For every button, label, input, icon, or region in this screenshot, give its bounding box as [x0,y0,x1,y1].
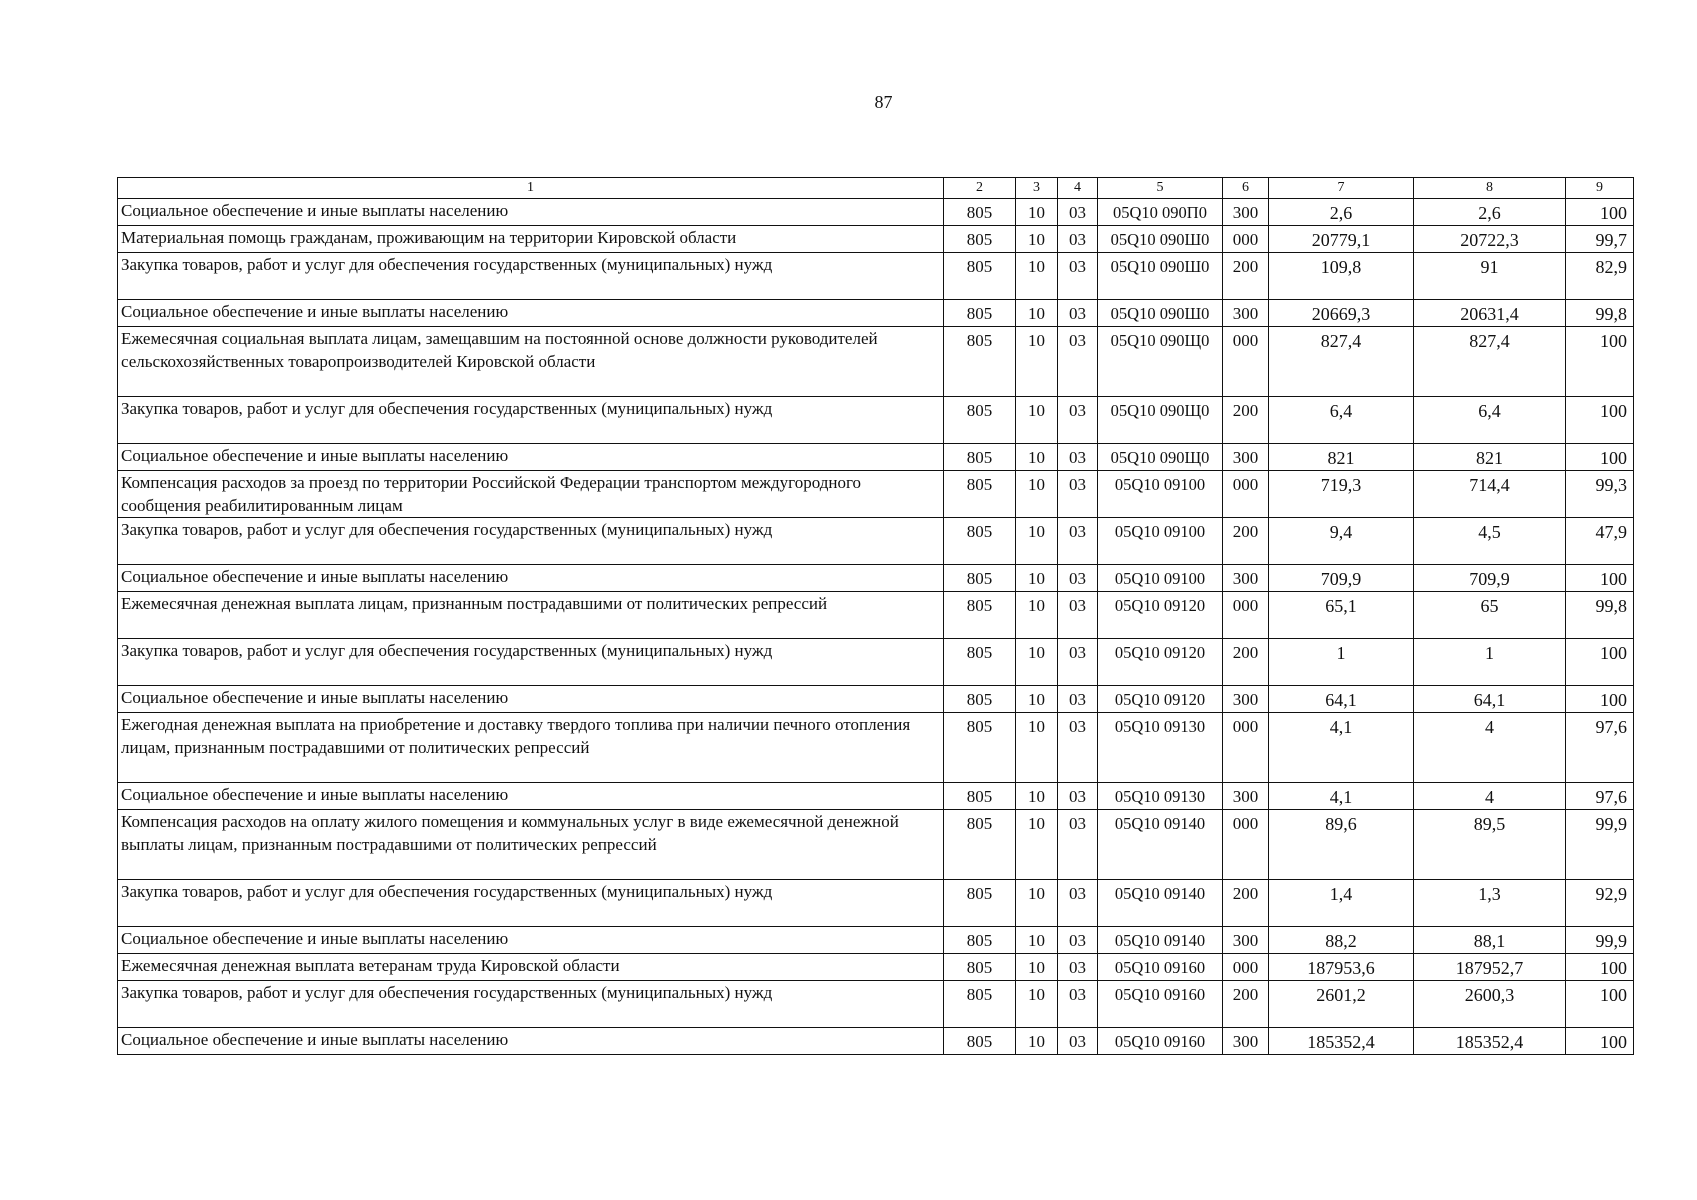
ministry-code: 805 [944,199,1016,226]
execution-percent: 100 [1566,565,1634,592]
execution-percent: 92,9 [1566,880,1634,927]
target-article-code: 05Q10 09130 [1098,783,1223,810]
section-code: 10 [1016,300,1058,327]
table-row [118,1028,1634,1055]
ministry-code: 805 [944,397,1016,444]
expense-type-code: 300 [1223,444,1269,471]
expense-name: Социальное обеспечение и иные выплаты населению [118,1028,944,1055]
target-article-code: 05Q10 090П0 [1098,199,1223,226]
page-number: 87 [874,92,893,112]
expense-name: Ежегодная денежная выплата на приобретение и доставку твердого топлива при наличии печного отопления лицам, признанным пострадавшими от политических репрессий [118,713,944,783]
ministry-code: 805 [944,954,1016,981]
subsection-code: 03 [1058,518,1098,565]
column-header: 1 [118,178,944,199]
section-code: 10 [1016,592,1058,639]
actual-amount: 185352,4 [1414,1028,1566,1055]
target-article-code: 05Q10 09160 [1098,954,1223,981]
planned-amount: 88,2 [1269,927,1414,954]
planned-amount: 709,9 [1269,565,1414,592]
execution-percent: 82,9 [1566,253,1634,300]
execution-percent: 99,8 [1566,592,1634,639]
expense-name: Закупка товаров, работ и услуг для обеспечения государственных (муниципальных) нужд [118,639,944,686]
expense-name: Социальное обеспечение и иные выплаты населению [118,565,944,592]
section-code: 10 [1016,927,1058,954]
execution-percent: 97,6 [1566,783,1634,810]
expense-name: Социальное обеспечение и иные выплаты населению [118,686,944,713]
expense-name: Социальное обеспечение и иные выплаты населению [118,444,944,471]
planned-amount: 821 [1269,444,1414,471]
subsection-code: 03 [1058,810,1098,880]
ministry-code: 805 [944,639,1016,686]
expense-type-code: 000 [1223,327,1269,397]
target-article-code: 05Q10 090Ш0 [1098,300,1223,327]
expense-type-code: 200 [1223,981,1269,1028]
ministry-code: 805 [944,253,1016,300]
actual-amount: 1,3 [1414,880,1566,927]
section-code: 10 [1016,810,1058,880]
planned-amount: 89,6 [1269,810,1414,880]
expense-name: Компенсация расходов за проезд по территории Российской Федерации транспортом междугородного сообщения реабилитированным лицам [118,471,944,518]
target-article-code: 05Q10 09120 [1098,592,1223,639]
planned-amount: 185352,4 [1269,1028,1414,1055]
planned-amount: 1 [1269,639,1414,686]
table-row [118,300,1634,327]
execution-percent: 100 [1566,686,1634,713]
expense-type-code: 300 [1223,300,1269,327]
table-row [118,639,1634,686]
table-row [118,518,1634,565]
planned-amount: 187953,6 [1269,954,1414,981]
execution-percent: 100 [1566,954,1634,981]
section-code: 10 [1016,199,1058,226]
subsection-code: 03 [1058,1028,1098,1055]
planned-amount: 719,3 [1269,471,1414,518]
column-header: 6 [1223,178,1269,199]
expense-type-code: 200 [1223,397,1269,444]
header-row [118,178,1634,199]
expense-type-code: 000 [1223,592,1269,639]
table-row [118,327,1634,397]
expense-name: Социальное обеспечение и иные выплаты населению [118,783,944,810]
expense-name: Ежемесячная денежная выплата ветеранам труда Кировской области [118,954,944,981]
section-code: 10 [1016,327,1058,397]
subsection-code: 03 [1058,444,1098,471]
subsection-code: 03 [1058,226,1098,253]
subsection-code: 03 [1058,686,1098,713]
section-code: 10 [1016,686,1058,713]
budget-table [117,177,1634,1055]
ministry-code: 805 [944,226,1016,253]
ministry-code: 805 [944,300,1016,327]
actual-amount: 91 [1414,253,1566,300]
subsection-code: 03 [1058,300,1098,327]
actual-amount: 2,6 [1414,199,1566,226]
expense-name: Закупка товаров, работ и услуг для обеспечения государственных (муниципальных) нужд [118,253,944,300]
actual-amount: 64,1 [1414,686,1566,713]
target-article-code: 05Q10 09130 [1098,713,1223,783]
expense-type-code: 200 [1223,518,1269,565]
actual-amount: 88,1 [1414,927,1566,954]
ministry-code: 805 [944,783,1016,810]
ministry-code: 805 [944,471,1016,518]
target-article-code: 05Q10 090Ш0 [1098,226,1223,253]
expense-type-code: 200 [1223,639,1269,686]
subsection-code: 03 [1058,253,1098,300]
ministry-code: 805 [944,444,1016,471]
table-row [118,253,1634,300]
expense-type-code: 000 [1223,713,1269,783]
target-article-code: 05Q10 09140 [1098,880,1223,927]
table-row [118,713,1634,783]
planned-amount: 6,4 [1269,397,1414,444]
subsection-code: 03 [1058,471,1098,518]
table-row [118,880,1634,927]
planned-amount: 65,1 [1269,592,1414,639]
column-header: 4 [1058,178,1098,199]
expense-name: Закупка товаров, работ и услуг для обеспечения государственных (муниципальных) нужд [118,981,944,1028]
expense-name: Закупка товаров, работ и услуг для обеспечения государственных (муниципальных) нужд [118,397,944,444]
execution-percent: 100 [1566,397,1634,444]
expense-type-code: 300 [1223,686,1269,713]
subsection-code: 03 [1058,783,1098,810]
section-code: 10 [1016,880,1058,927]
planned-amount: 827,4 [1269,327,1414,397]
expense-name: Закупка товаров, работ и услуг для обеспечения государственных (муниципальных) нужд [118,880,944,927]
section-code: 10 [1016,397,1058,444]
execution-percent: 100 [1566,981,1634,1028]
execution-percent: 47,9 [1566,518,1634,565]
subsection-code: 03 [1058,592,1098,639]
table-row [118,592,1634,639]
execution-percent: 99,9 [1566,810,1634,880]
section-code: 10 [1016,226,1058,253]
table-row [118,199,1634,226]
actual-amount: 89,5 [1414,810,1566,880]
actual-amount: 821 [1414,444,1566,471]
execution-percent: 100 [1566,199,1634,226]
table-row [118,397,1634,444]
section-code: 10 [1016,518,1058,565]
planned-amount: 1,4 [1269,880,1414,927]
target-article-code: 05Q10 09100 [1098,471,1223,518]
actual-amount: 6,4 [1414,397,1566,444]
expense-type-code: 200 [1223,880,1269,927]
expense-name: Ежемесячная денежная выплата лицам, признанным пострадавшими от политических репрессий [118,592,944,639]
expense-name: Социальное обеспечение и иные выплаты населению [118,300,944,327]
planned-amount: 20669,3 [1269,300,1414,327]
subsection-code: 03 [1058,713,1098,783]
actual-amount: 4,5 [1414,518,1566,565]
table-row [118,954,1634,981]
target-article-code: 05Q10 090Щ0 [1098,327,1223,397]
ministry-code: 805 [944,327,1016,397]
table-row [118,565,1634,592]
actual-amount: 65 [1414,592,1566,639]
actual-amount: 20631,4 [1414,300,1566,327]
expense-type-code: 300 [1223,565,1269,592]
target-article-code: 05Q10 09160 [1098,1028,1223,1055]
table-row [118,810,1634,880]
expense-type-code: 000 [1223,954,1269,981]
actual-amount: 1 [1414,639,1566,686]
expense-name: Закупка товаров, работ и услуг для обеспечения государственных (муниципальных) нужд [118,518,944,565]
expense-type-code: 000 [1223,226,1269,253]
column-header: 9 [1566,178,1634,199]
expense-type-code: 000 [1223,810,1269,880]
table-row [118,471,1634,518]
execution-percent: 99,8 [1566,300,1634,327]
expense-type-code: 300 [1223,783,1269,810]
subsection-code: 03 [1058,880,1098,927]
column-header: 2 [944,178,1016,199]
ministry-code: 805 [944,565,1016,592]
planned-amount: 109,8 [1269,253,1414,300]
planned-amount: 4,1 [1269,783,1414,810]
actual-amount: 709,9 [1414,565,1566,592]
subsection-code: 03 [1058,397,1098,444]
execution-percent: 97,6 [1566,713,1634,783]
expense-type-code: 300 [1223,199,1269,226]
planned-amount: 20779,1 [1269,226,1414,253]
expense-name: Ежемесячная социальная выплата лицам, замещавшим на постоянной основе должности руководителей сельскохозяйственных товаропроизводителей Кировской области [118,327,944,397]
actual-amount: 827,4 [1414,327,1566,397]
ministry-code: 805 [944,518,1016,565]
table-row [118,783,1634,810]
table-row [118,927,1634,954]
ministry-code: 805 [944,713,1016,783]
expense-name: Социальное обеспечение и иные выплаты населению [118,927,944,954]
actual-amount: 714,4 [1414,471,1566,518]
section-code: 10 [1016,981,1058,1028]
target-article-code: 05Q10 09100 [1098,518,1223,565]
target-article-code: 05Q10 090Ш0 [1098,253,1223,300]
ministry-code: 805 [944,880,1016,927]
section-code: 10 [1016,713,1058,783]
expense-name: Компенсация расходов на оплату жилого помещения и коммунальных услуг в виде ежемесячной денежной выплаты лицам, признанным пострадавшими от политических репрессий [118,810,944,880]
planned-amount: 4,1 [1269,713,1414,783]
expense-type-code: 200 [1223,253,1269,300]
expense-name: Социальное обеспечение и иные выплаты населению [118,199,944,226]
ministry-code: 805 [944,810,1016,880]
column-header: 3 [1016,178,1058,199]
section-code: 10 [1016,444,1058,471]
expense-type-code: 000 [1223,471,1269,518]
actual-amount: 20722,3 [1414,226,1566,253]
table-row [118,686,1634,713]
target-article-code: 05Q10 09120 [1098,686,1223,713]
execution-percent: 99,9 [1566,927,1634,954]
execution-percent: 99,3 [1566,471,1634,518]
expense-name: Материальная помощь гражданам, проживающим на территории Кировской области [118,226,944,253]
ministry-code: 805 [944,981,1016,1028]
execution-percent: 100 [1566,444,1634,471]
subsection-code: 03 [1058,927,1098,954]
planned-amount: 64,1 [1269,686,1414,713]
target-article-code: 05Q10 09160 [1098,981,1223,1028]
planned-amount: 2601,2 [1269,981,1414,1028]
subsection-code: 03 [1058,954,1098,981]
column-header: 7 [1269,178,1414,199]
subsection-code: 03 [1058,639,1098,686]
ministry-code: 805 [944,927,1016,954]
section-code: 10 [1016,954,1058,981]
target-article-code: 05Q10 09140 [1098,927,1223,954]
execution-percent: 100 [1566,639,1634,686]
section-code: 10 [1016,471,1058,518]
section-code: 10 [1016,639,1058,686]
actual-amount: 4 [1414,713,1566,783]
target-article-code: 05Q10 09100 [1098,565,1223,592]
subsection-code: 03 [1058,199,1098,226]
actual-amount: 187952,7 [1414,954,1566,981]
subsection-code: 03 [1058,565,1098,592]
planned-amount: 2,6 [1269,199,1414,226]
table-row [118,981,1634,1028]
section-code: 10 [1016,565,1058,592]
ministry-code: 805 [944,1028,1016,1055]
actual-amount: 2600,3 [1414,981,1566,1028]
section-code: 10 [1016,1028,1058,1055]
column-header: 5 [1098,178,1223,199]
ministry-code: 805 [944,592,1016,639]
target-article-code: 05Q10 090Щ0 [1098,444,1223,471]
target-article-code: 05Q10 09120 [1098,639,1223,686]
expense-type-code: 300 [1223,1028,1269,1055]
actual-amount: 4 [1414,783,1566,810]
subsection-code: 03 [1058,327,1098,397]
section-code: 10 [1016,783,1058,810]
section-code: 10 [1016,253,1058,300]
planned-amount: 9,4 [1269,518,1414,565]
column-header: 8 [1414,178,1566,199]
ministry-code: 805 [944,686,1016,713]
execution-percent: 100 [1566,327,1634,397]
subsection-code: 03 [1058,981,1098,1028]
execution-percent: 99,7 [1566,226,1634,253]
target-article-code: 05Q10 09140 [1098,810,1223,880]
execution-percent: 100 [1566,1028,1634,1055]
table-row [118,444,1634,471]
expense-type-code: 300 [1223,927,1269,954]
table-row [118,226,1634,253]
target-article-code: 05Q10 090Щ0 [1098,397,1223,444]
